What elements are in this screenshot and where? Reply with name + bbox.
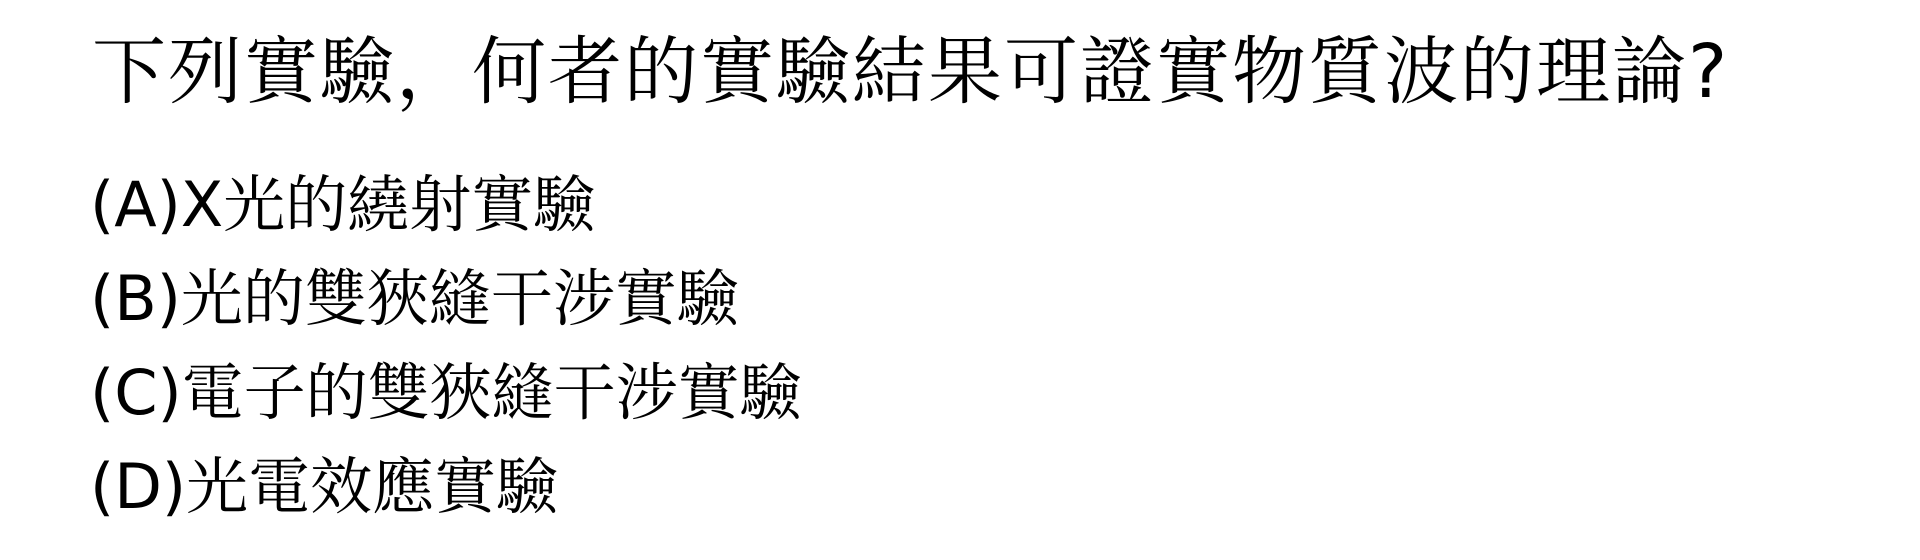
option-d[interactable]: (D)光電效應實驗 — [90, 450, 559, 523]
option-a[interactable]: (A)X光的繞射實驗 — [90, 168, 596, 241]
option-b[interactable]: (B)光的雙狹縫干涉實驗 — [90, 262, 739, 335]
answer-options — [90, 158, 802, 534]
question-text: 下列實驗，何者的實驗結果可證實物質波的理論? — [92, 29, 1730, 115]
option-c[interactable]: (C)電子的雙狹縫干涉實驗 — [90, 356, 802, 429]
